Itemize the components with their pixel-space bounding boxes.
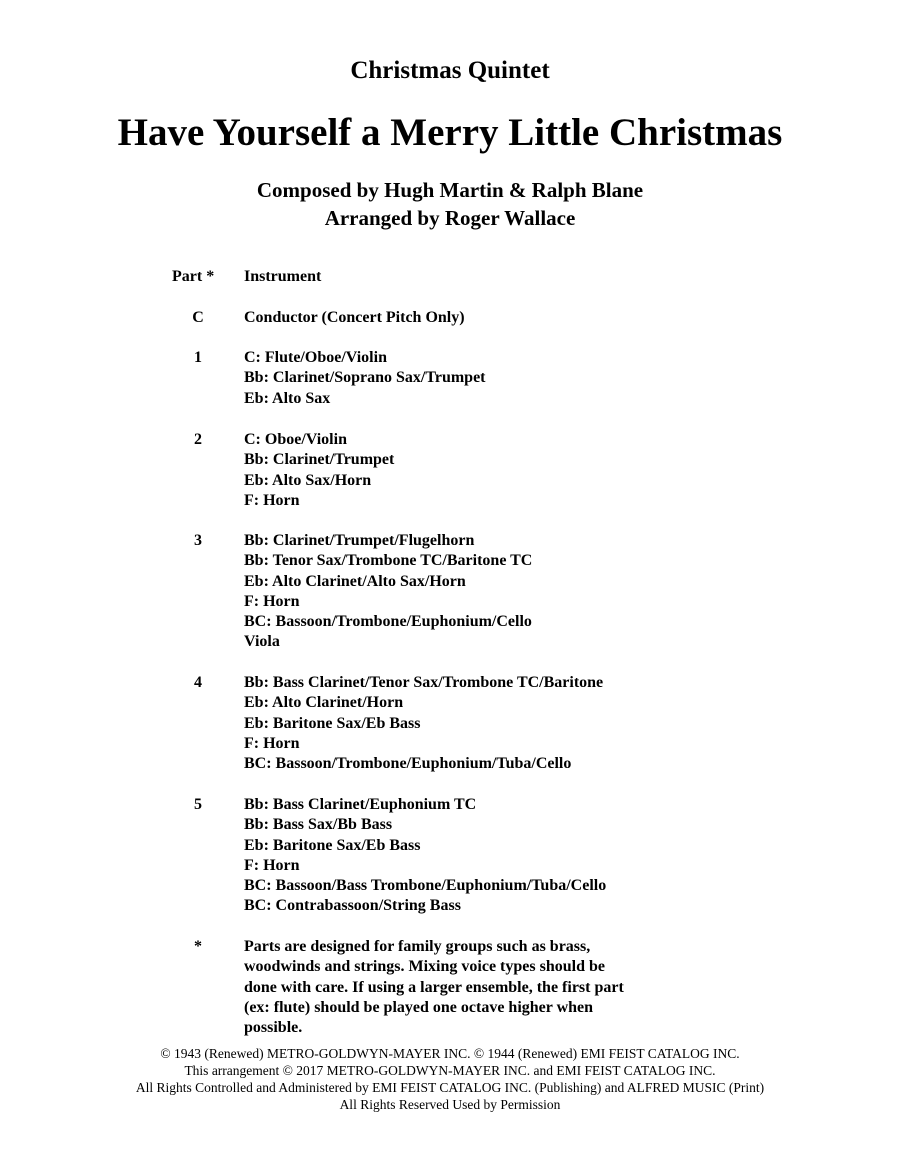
arranger-credit: Arranged by Roger Wallace xyxy=(324,206,576,230)
copyright-line: © 1943 (Renewed) METRO-GOLDWYN-MAYER INC. © 1944 (Renewed) EMI FEIST CATALOG INC. xyxy=(160,1046,740,1061)
part-column-header: Part * xyxy=(172,268,215,285)
footnote-line: Parts are designed for family groups such as brass, xyxy=(244,938,591,955)
instrument-line: Eb: Alto Clarinet/Alto Sax/Horn xyxy=(244,572,466,590)
instrument-line: Bb: Clarinet/Trumpet xyxy=(244,451,395,469)
composer-credit: Composed by Hugh Martin & Ralph Blane xyxy=(256,178,644,202)
copyright-line: All Rights Reserved Used by Permission xyxy=(339,1097,561,1112)
part-number: C xyxy=(192,309,204,326)
instrument-line: BC: Contrabassoon/String Bass xyxy=(244,897,461,915)
part-number: 2 xyxy=(194,431,202,448)
instrument-line: C: Oboe/Violin xyxy=(244,431,347,448)
footnote-line: done with care. If using a larger ensemble, the first part xyxy=(244,978,624,996)
footnote-line: (ex: flute) should be played one octave higher when xyxy=(244,998,594,1016)
instrument-line: BC: Bassoon/Trombone/Euphonium/Cello xyxy=(244,613,532,631)
instrument-line: Bb: Clarinet/Trumpet/Flugelhorn xyxy=(244,532,475,549)
instrument-list xyxy=(244,795,606,917)
part-number: 5 xyxy=(194,796,202,813)
instrument-line: C: Flute/Oboe/Violin xyxy=(244,349,387,366)
instrument-line: Viola xyxy=(244,633,280,651)
instrument-line: F: Horn xyxy=(244,592,300,610)
footnote-line: possible. xyxy=(244,1019,303,1037)
instrument-line: Bb: Clarinet/Soprano Sax/Trumpet xyxy=(244,369,486,387)
part-number: 1 xyxy=(194,349,202,366)
instrument-line: BC: Bassoon/Bass Trombone/Euphonium/Tuba/Cello xyxy=(244,877,607,895)
instrument-column-header: Instrument xyxy=(244,268,322,285)
instrument-line: Eb: Alto Sax/Horn xyxy=(244,471,372,489)
part-number: 3 xyxy=(194,532,202,549)
instrument-line: Bb: Bass Sax/Bb Bass xyxy=(244,816,393,834)
instrument-line: Bb: Tenor Sax/Trombone TC/Baritone TC xyxy=(244,552,533,570)
series-title: Christmas Quintet xyxy=(350,57,550,84)
instrument-line: F: Horn xyxy=(244,856,300,874)
footnote-line: woodwinds and strings. Mixing voice types should be xyxy=(244,958,605,976)
instrument-line: BC: Bassoon/Trombone/Euphonium/Tuba/Cello xyxy=(244,755,572,773)
instrument-line: Eb: Alto Clarinet/Horn xyxy=(244,694,404,712)
song-title: Have Yourself a Merry Little Christmas xyxy=(117,111,783,154)
footnote-marker: * xyxy=(194,938,202,955)
instrument-list xyxy=(244,673,603,774)
instrument-line: Eb: Baritone Sax/Eb Bass xyxy=(244,836,421,854)
instrument-line: Bb: Bass Clarinet/Tenor Sax/Trombone TC/Baritone xyxy=(244,674,604,691)
instrument-list xyxy=(244,430,394,511)
copyright-line: This arrangement © 2017 METRO-GOLDWYN-MAYER INC. and EMI FEIST CATALOG INC. xyxy=(184,1063,716,1078)
instrument-line: F: Horn xyxy=(244,491,300,509)
footnote-text xyxy=(244,937,684,1038)
instrument-list xyxy=(244,308,465,328)
instrument-line: Eb: Baritone Sax/Eb Bass xyxy=(244,714,421,732)
instrument-line: Bb: Bass Clarinet/Euphonium TC xyxy=(244,796,477,813)
instrument-line: F: Horn xyxy=(244,734,300,752)
part-number: 4 xyxy=(194,674,202,691)
instrument-line: Eb: Alto Sax xyxy=(244,389,331,407)
instrument-list xyxy=(244,348,486,409)
instrument-list xyxy=(244,531,532,653)
copyright-line: All Rights Controlled and Administered by EMI FEIST CATALOG INC. (Publishing) and ALFRED MUSIC (Print) xyxy=(135,1080,765,1095)
instrument-line: Conductor (Concert Pitch Only) xyxy=(244,309,465,326)
copyright-notice xyxy=(0,1045,900,1113)
